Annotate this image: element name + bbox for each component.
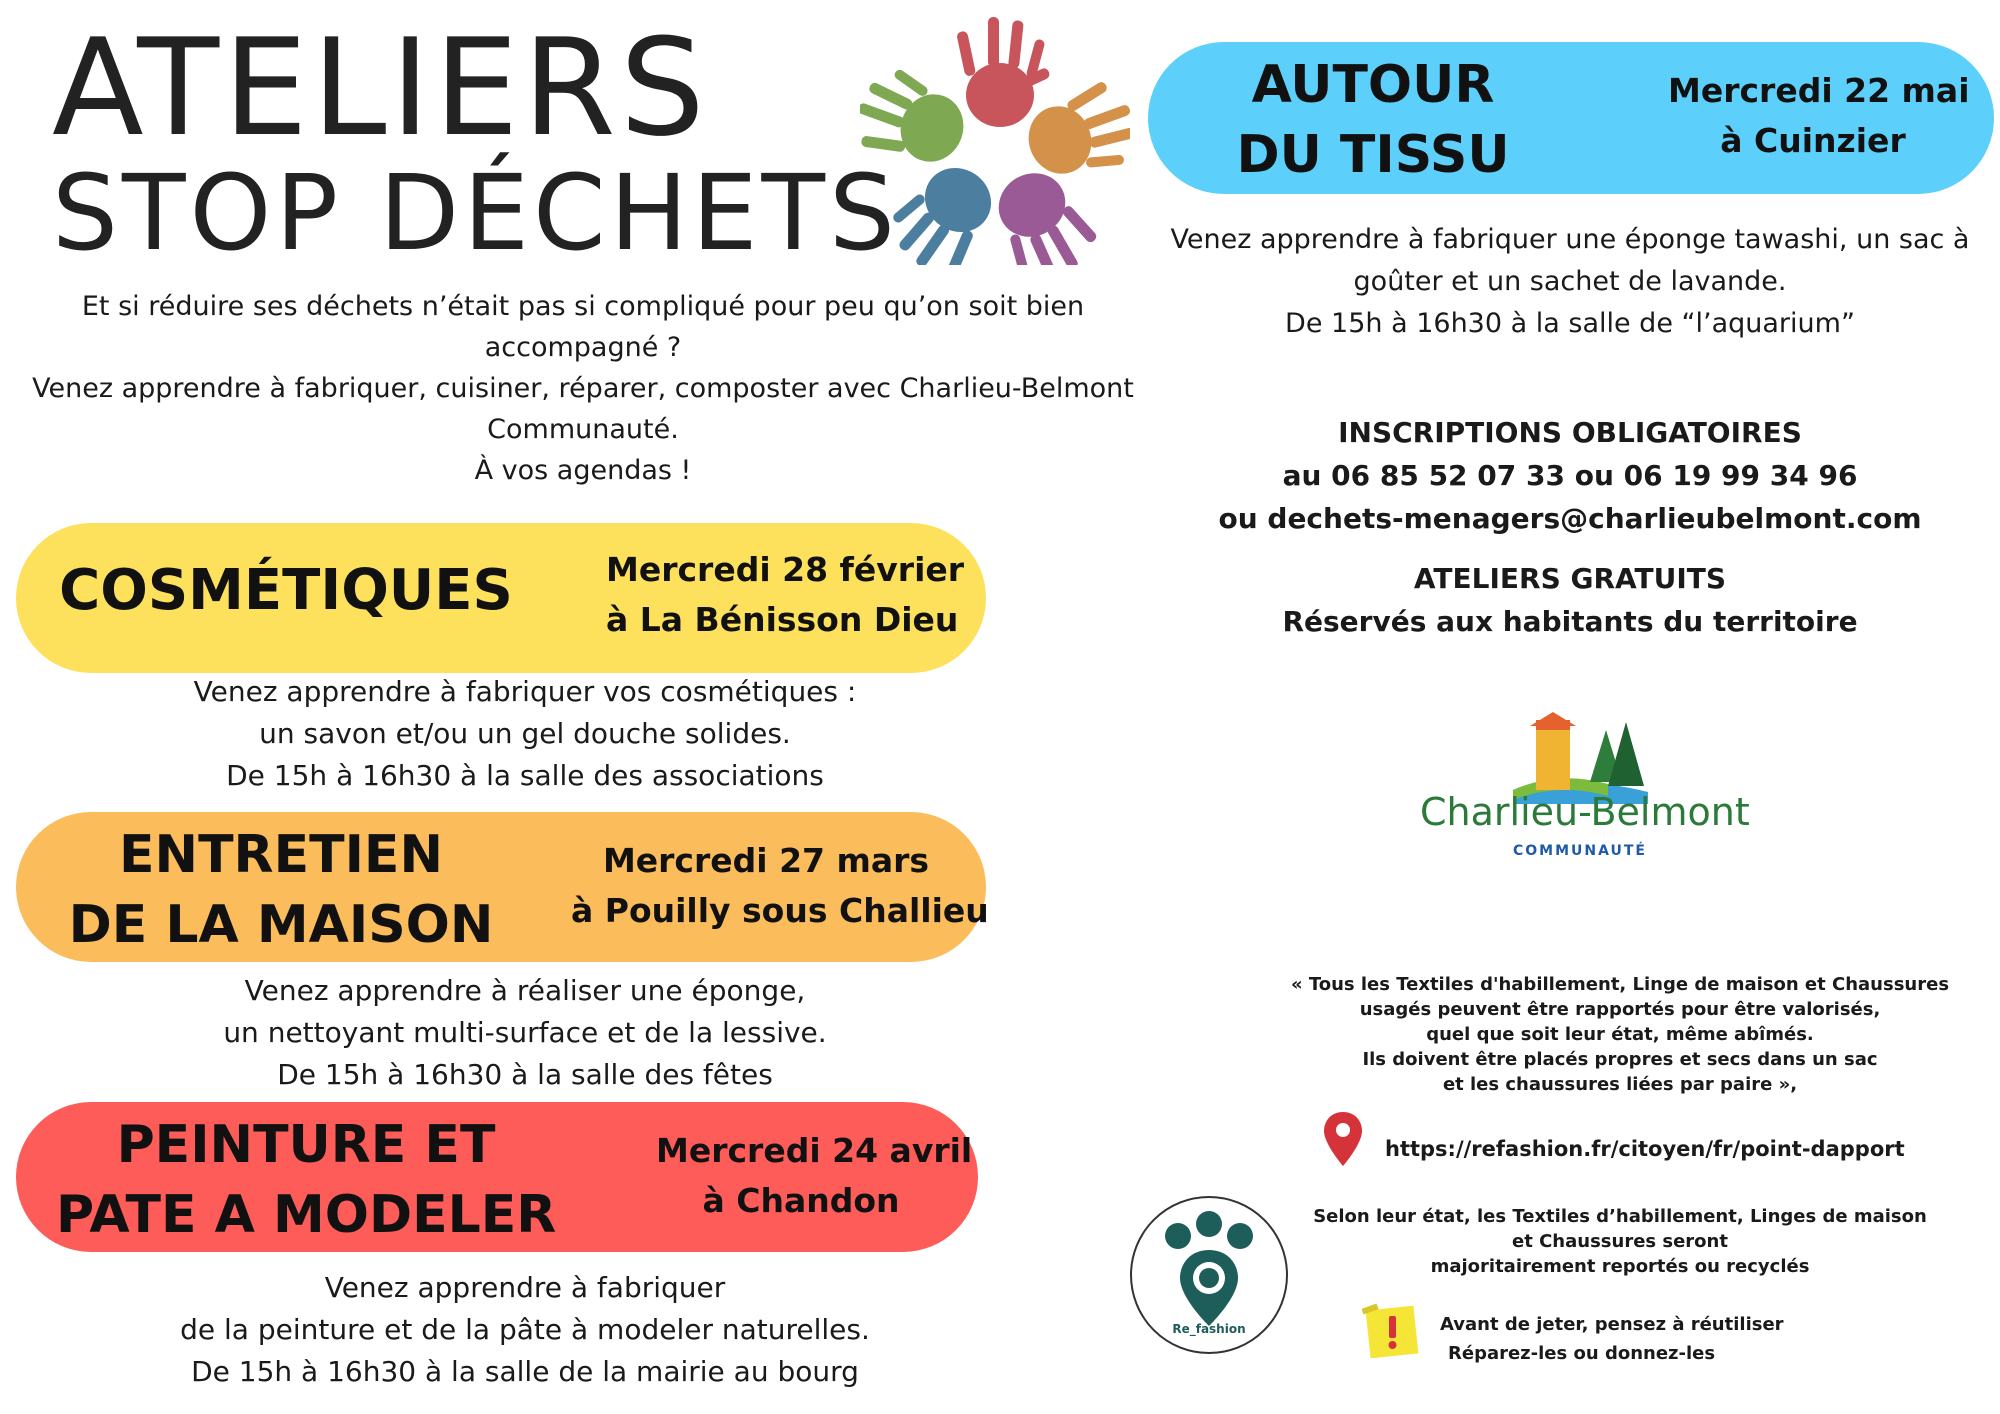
workshop-date: Mercredi 27 mars à Pouilly sous Challieu — [571, 841, 989, 930]
refashion-label: Re_fashion — [1172, 1322, 1246, 1336]
workshop-banner-peinture — [16, 1102, 978, 1252]
workshop-banner-cosmetiques — [16, 523, 986, 673]
textile-advice: Avant de jeter, pensez à réutiliser Réparez-les ou donnez-les — [1440, 1314, 1784, 1364]
intro-line: Venez apprendre à fabriquer, cuisiner, réparer, composter avec Charlieu-Belmont — [32, 373, 1134, 404]
map-pin-icon — [1322, 1110, 1364, 1168]
title-line-1: ATELIERS — [52, 10, 709, 166]
charlieu-belmont-subtitle: COMMUNAUTÉ — [1512, 843, 1647, 859]
workshop-description-peinture: Venez apprendre à fabriquer de la peinture et de la pâte à modeler naturelles. De 15h à 16h30 à la salle de la mairie au bourg — [180, 1271, 870, 1388]
exclamation-note-icon — [1362, 1302, 1420, 1362]
workshop-date: Mercredi 22 mai à Cuinzier — [1668, 71, 1970, 160]
inscriptions-block — [1150, 411, 1990, 540]
workshop-description-tissu: Venez apprendre à fabriquer une éponge tawashi, un sac à goûter et un sachet de lavande. De 15h à 16h30 à la salle de “l’aquarium” — [1170, 224, 1970, 339]
charlieu-belmont-name: Charlieu-Belmont — [1420, 790, 1750, 834]
workshop-description-entretien: Venez apprendre à réaliser une éponge, un nettoyant multi-surface et de la lessive. De 15h à 16h30 à la salle des fêtes — [223, 974, 827, 1091]
textile-quote: « Tous les Textiles d'habillement, Linge de maison et Chaussures usagés peuvent être rapportés pour être valorisés, quel que soit leur état, même abîmés. Ils doivent être placés propres et secs dans un sac et les chaussures liées par paire », — [1290, 974, 1950, 1095]
inscriptions-heading: INSCRIPTIONS OBLIGATOIRES — [1338, 416, 1802, 449]
free-workshops-block — [1150, 557, 1990, 643]
phone-numbers: au 06 85 52 07 33 ou 06 19 99 34 96 — [1282, 459, 1858, 492]
workshop-date: Mercredi 24 avril à Chandon — [656, 1131, 973, 1220]
workshop-title: PEINTURE ET PATE A MODELER — [56, 1115, 557, 1246]
refashion-link[interactable]: https://refashion.fr/citoyen/fr/point-dapport — [1385, 1137, 1905, 1161]
residents-only: Réservés aux habitants du territoire — [1282, 605, 1858, 638]
workshop-description-cosmetiques: Venez apprendre à fabriquer vos cosmétiques : un savon et/ou un gel douche solides. De 15h à 16h30 à la salle des associations — [193, 675, 857, 792]
workshop-banner-entretien — [16, 812, 989, 962]
free-heading: ATELIERS GRATUITS — [1413, 562, 1727, 595]
intro-line: accompagné ? — [484, 332, 682, 363]
workshop-date: Mercredi 28 février à La Bénisson Dieu — [606, 550, 965, 639]
title-line-2: STOP DÉCHETS — [52, 152, 900, 274]
workshop-title: COSMÉTIQUES — [59, 558, 513, 623]
intro-line: Et si réduire ses déchets n’était pas si compliqué pour peu qu’on soit bien — [81, 291, 1085, 322]
workshop-title: AUTOUR DU TISSU — [1236, 55, 1510, 186]
intro-text — [18, 286, 1148, 491]
workshop-title: ENTRETIEN DE LA MAISON — [68, 825, 494, 956]
textile-status: Selon leur état, les Textiles d’habillement, Linges de maison et Chaussures seront majoritairement reportés ou recyclés — [1313, 1206, 1927, 1277]
intro-line: Communauté. — [487, 414, 679, 445]
contact-email: ou dechets-menagers@charlieubelmont.com — [1218, 502, 1922, 535]
hands-logo-icon — [860, 10, 1130, 265]
intro-line: À vos agendas ! — [474, 455, 692, 486]
workshop-banner-tissu — [1148, 42, 1994, 194]
